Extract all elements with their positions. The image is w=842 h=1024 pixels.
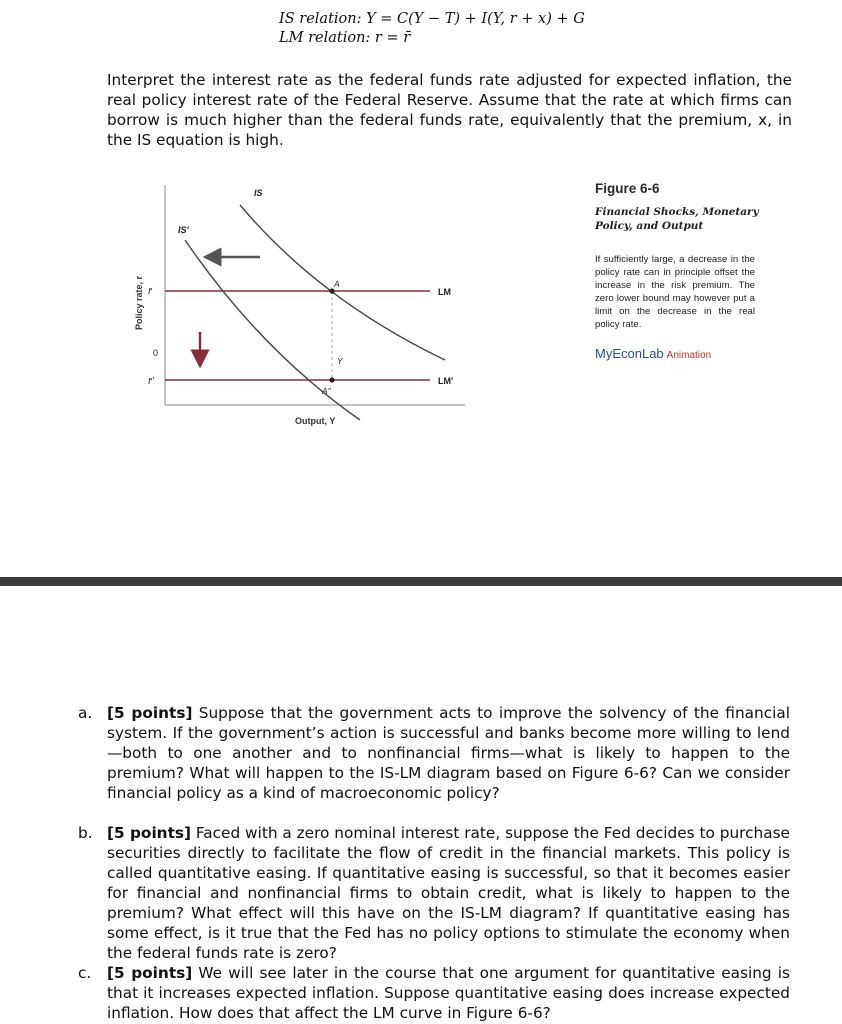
myeconlab-label: MyEconLab [595,346,664,361]
question-c [78,963,790,1023]
question-a [78,703,790,803]
question-text: We will see later in the course that one argument for quantitative easing is that it increases expected inflation. Suppose quantitative easing does increase expected inflation. How does that affect the LM curve in Figure 6-6? [107,964,790,1022]
is-prime-label: IS′ [178,225,189,235]
question-points: [5 points] [107,964,193,982]
figure-title: Figure 6-6 [595,181,660,196]
figure-caption: If sufficiently large, a decrease in the policy rate can in principle offset the increase in the risk premium. The zero lower bound may however put a limit on the decrease in the real policy rate. [595,254,755,330]
page-divider [0,577,842,586]
intro-text: Interpret the interest rate as the federal funds rate adjusted for expected inflation, the real policy interest rate of the Federal Reserve. Assume that the rate at which firms can borrow is much higher than the federal funds rate, equivalently that the premium, x, in the IS equation is high. [107,71,792,149]
tick-zero: 0 [153,348,159,358]
point-a-label: A [334,279,340,289]
question-points: [5 points] [107,704,193,722]
is-prime-curve [185,240,360,420]
is-relation-equation: IS relation: Y = C(Y − T) + I(Y, r + x) + G [279,11,585,27]
question-b [78,823,790,963]
lm-relation-equation: LM relation: r = r̄ [279,30,411,46]
point-a-double-prime-label: A″ [322,386,331,396]
is-curve [240,205,445,360]
tick-rbar: r̄ [148,286,152,297]
question-label: a. [78,704,93,722]
intro-paragraph [107,70,792,150]
point-a-dot [329,288,334,293]
lm-prime-label: LM′ [438,376,454,386]
question-points: [5 points] [107,824,191,842]
question-label: c. [78,964,92,982]
animation-label: Animation [666,350,712,361]
point-y-label: Y [337,356,343,366]
x-axis-label: Output, Y [295,416,336,426]
is-lm-diagram [120,170,590,440]
question-text: Suppose that the government acts to improve the solvency of the financial system. If the government’s action is successful and banks become more willing to lend—both to one another and to nonfinancial firms—what is likely to happen to the premium? What will happen to the IS-LM diagram based on Figure 6-6? Can we consider financial policy as a kind of macroeconomic policy? [107,704,790,802]
lm-label: LM [438,287,451,297]
figure-subtitle: Financial Shocks, Monetary Policy, and Output [595,206,759,232]
question-label: b. [78,824,93,842]
myeconlab-link[interactable] [595,346,711,361]
point-a-double-prime-dot [329,377,334,382]
is-label: IS [254,188,263,198]
question-text: Faced with a zero nominal interest rate, suppose the Fed decides to purchase securities directly to facilitate the flow of credit in the financial markets. This policy is called quantitative easing. If quantitative easing is successful, so that it becomes easier for financial and nonfinancial firms to obtain credit, what is likely to happen to the premium? What effect will this have on the IS-LM diagram? If quantitative easing has some effect, is it true that the Fed has no policy options to stimulate the economy when the federal funds rate is zero? [107,824,790,962]
y-axis-label: Policy rate, r [134,275,144,330]
tick-rbar-prime: r̄′ [148,376,155,387]
